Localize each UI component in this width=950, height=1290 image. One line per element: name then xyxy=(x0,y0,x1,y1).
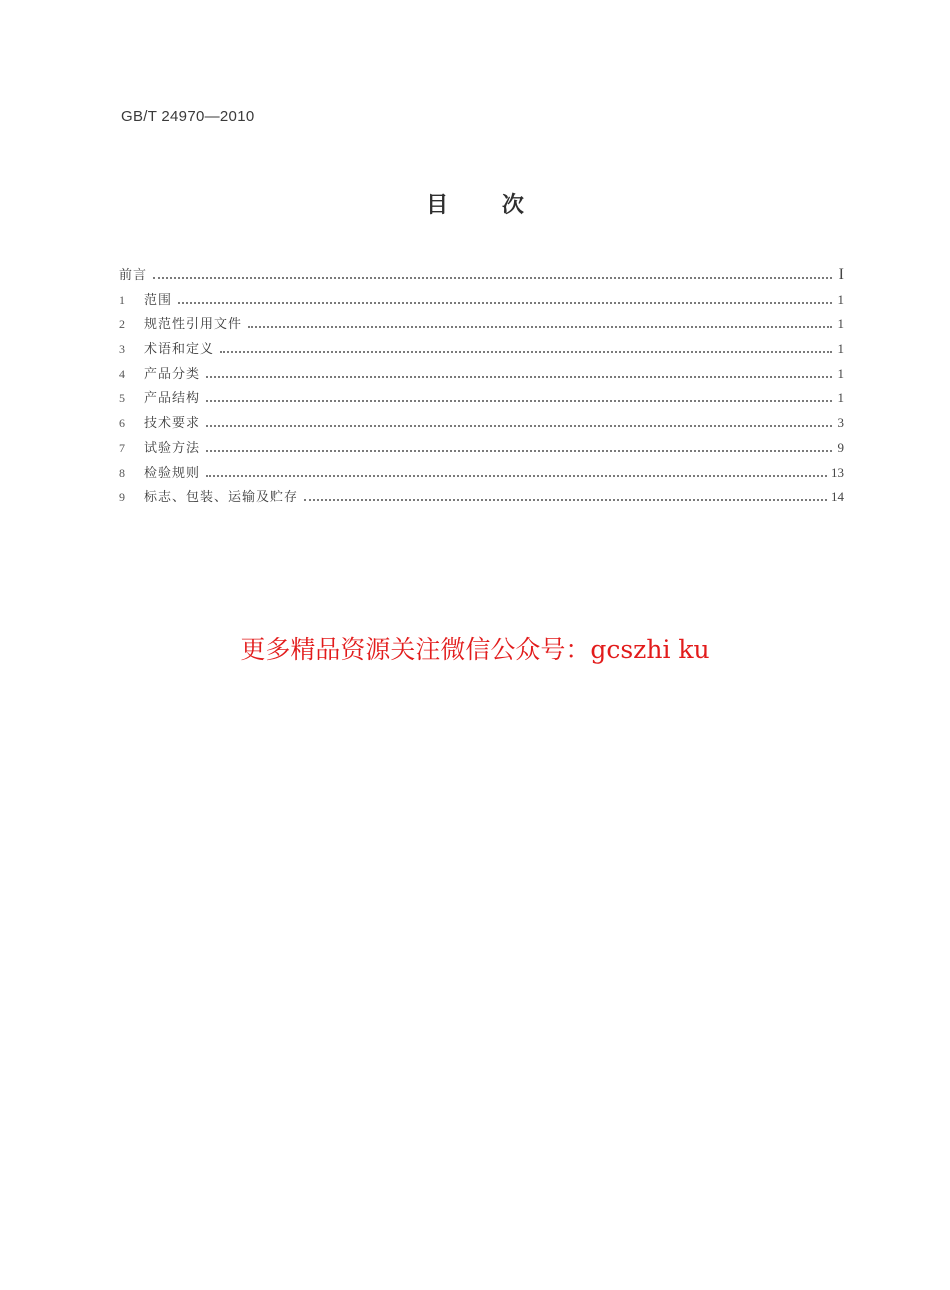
toc-leader-dots xyxy=(206,450,832,452)
toc-entry-label: 规范性引用文件 xyxy=(144,317,243,333)
toc-entry-page: 1 xyxy=(837,316,844,332)
toc-entry-number: 7 xyxy=(119,440,125,455)
toc-leader-dots xyxy=(248,326,832,328)
toc-entry-page: 14 xyxy=(831,489,844,505)
toc-entry-label: 试验方法 xyxy=(144,440,201,456)
toc-entry-page: 1 xyxy=(837,291,844,307)
toc-entry-page: 13 xyxy=(831,464,844,480)
toc-title: 目 次 xyxy=(426,193,524,218)
toc-entry-structure[interactable] xyxy=(119,387,844,412)
toc-entry-number: 2 xyxy=(119,317,125,332)
toc-entry-number: 6 xyxy=(119,416,125,431)
standard-code: GB/T 24970—2010 xyxy=(121,108,255,125)
toc-leader-dots xyxy=(206,475,827,477)
toc-entry-page: 1 xyxy=(837,341,844,357)
toc-entry-preface[interactable] xyxy=(119,264,844,289)
toc-leader-dots xyxy=(206,425,832,427)
toc-leader-dots xyxy=(153,277,832,279)
toc-entry-scope[interactable] xyxy=(119,289,844,314)
toc-entry-classification[interactable] xyxy=(119,363,844,388)
toc-entry-label: 产品结构 xyxy=(144,391,201,407)
toc-entry-label: 前言 xyxy=(119,268,148,283)
toc-leader-dots xyxy=(206,376,832,378)
toc-entry-number: 1 xyxy=(119,292,125,307)
toc-leader-dots xyxy=(220,351,832,353)
toc-entry-number: 8 xyxy=(119,465,125,480)
toc-leader-dots xyxy=(304,499,827,501)
toc-entry-normative-references[interactable] xyxy=(119,313,844,338)
toc-entry-marking-packaging[interactable] xyxy=(119,486,844,511)
toc-entry-label: 技术要求 xyxy=(144,416,201,432)
toc-entry-page: 3 xyxy=(837,415,844,431)
toc-entry-label: 范围 xyxy=(144,292,173,308)
toc-entry-test-methods[interactable] xyxy=(119,437,844,462)
toc-entry-label: 检验规则 xyxy=(144,465,201,481)
toc-entry-inspection-rules[interactable] xyxy=(119,462,844,487)
toc-entry-label: 产品分类 xyxy=(144,366,201,382)
toc-entry-page: 9 xyxy=(837,439,844,455)
table-of-contents xyxy=(119,264,844,511)
toc-entry-number: 9 xyxy=(119,490,125,505)
toc-entry-number: 4 xyxy=(119,366,125,381)
toc-entry-number: 3 xyxy=(119,342,125,357)
toc-entry-label: 标志、包装、运输及贮存 xyxy=(144,490,299,506)
toc-leader-dots xyxy=(178,302,832,304)
toc-entry-number: 5 xyxy=(119,391,125,406)
toc-entry-technical-requirements[interactable] xyxy=(119,412,844,437)
toc-entry-terms-definitions[interactable] xyxy=(119,338,844,363)
toc-leader-dots xyxy=(206,400,832,402)
toc-entry-page: I xyxy=(838,266,844,283)
toc-entry-page: 1 xyxy=(837,390,844,406)
promo-watermark: 更多精品资源关注微信公众号：gcszhi ku xyxy=(240,635,710,664)
toc-entry-label: 术语和定义 xyxy=(144,342,215,358)
toc-entry-page: 1 xyxy=(837,365,844,381)
